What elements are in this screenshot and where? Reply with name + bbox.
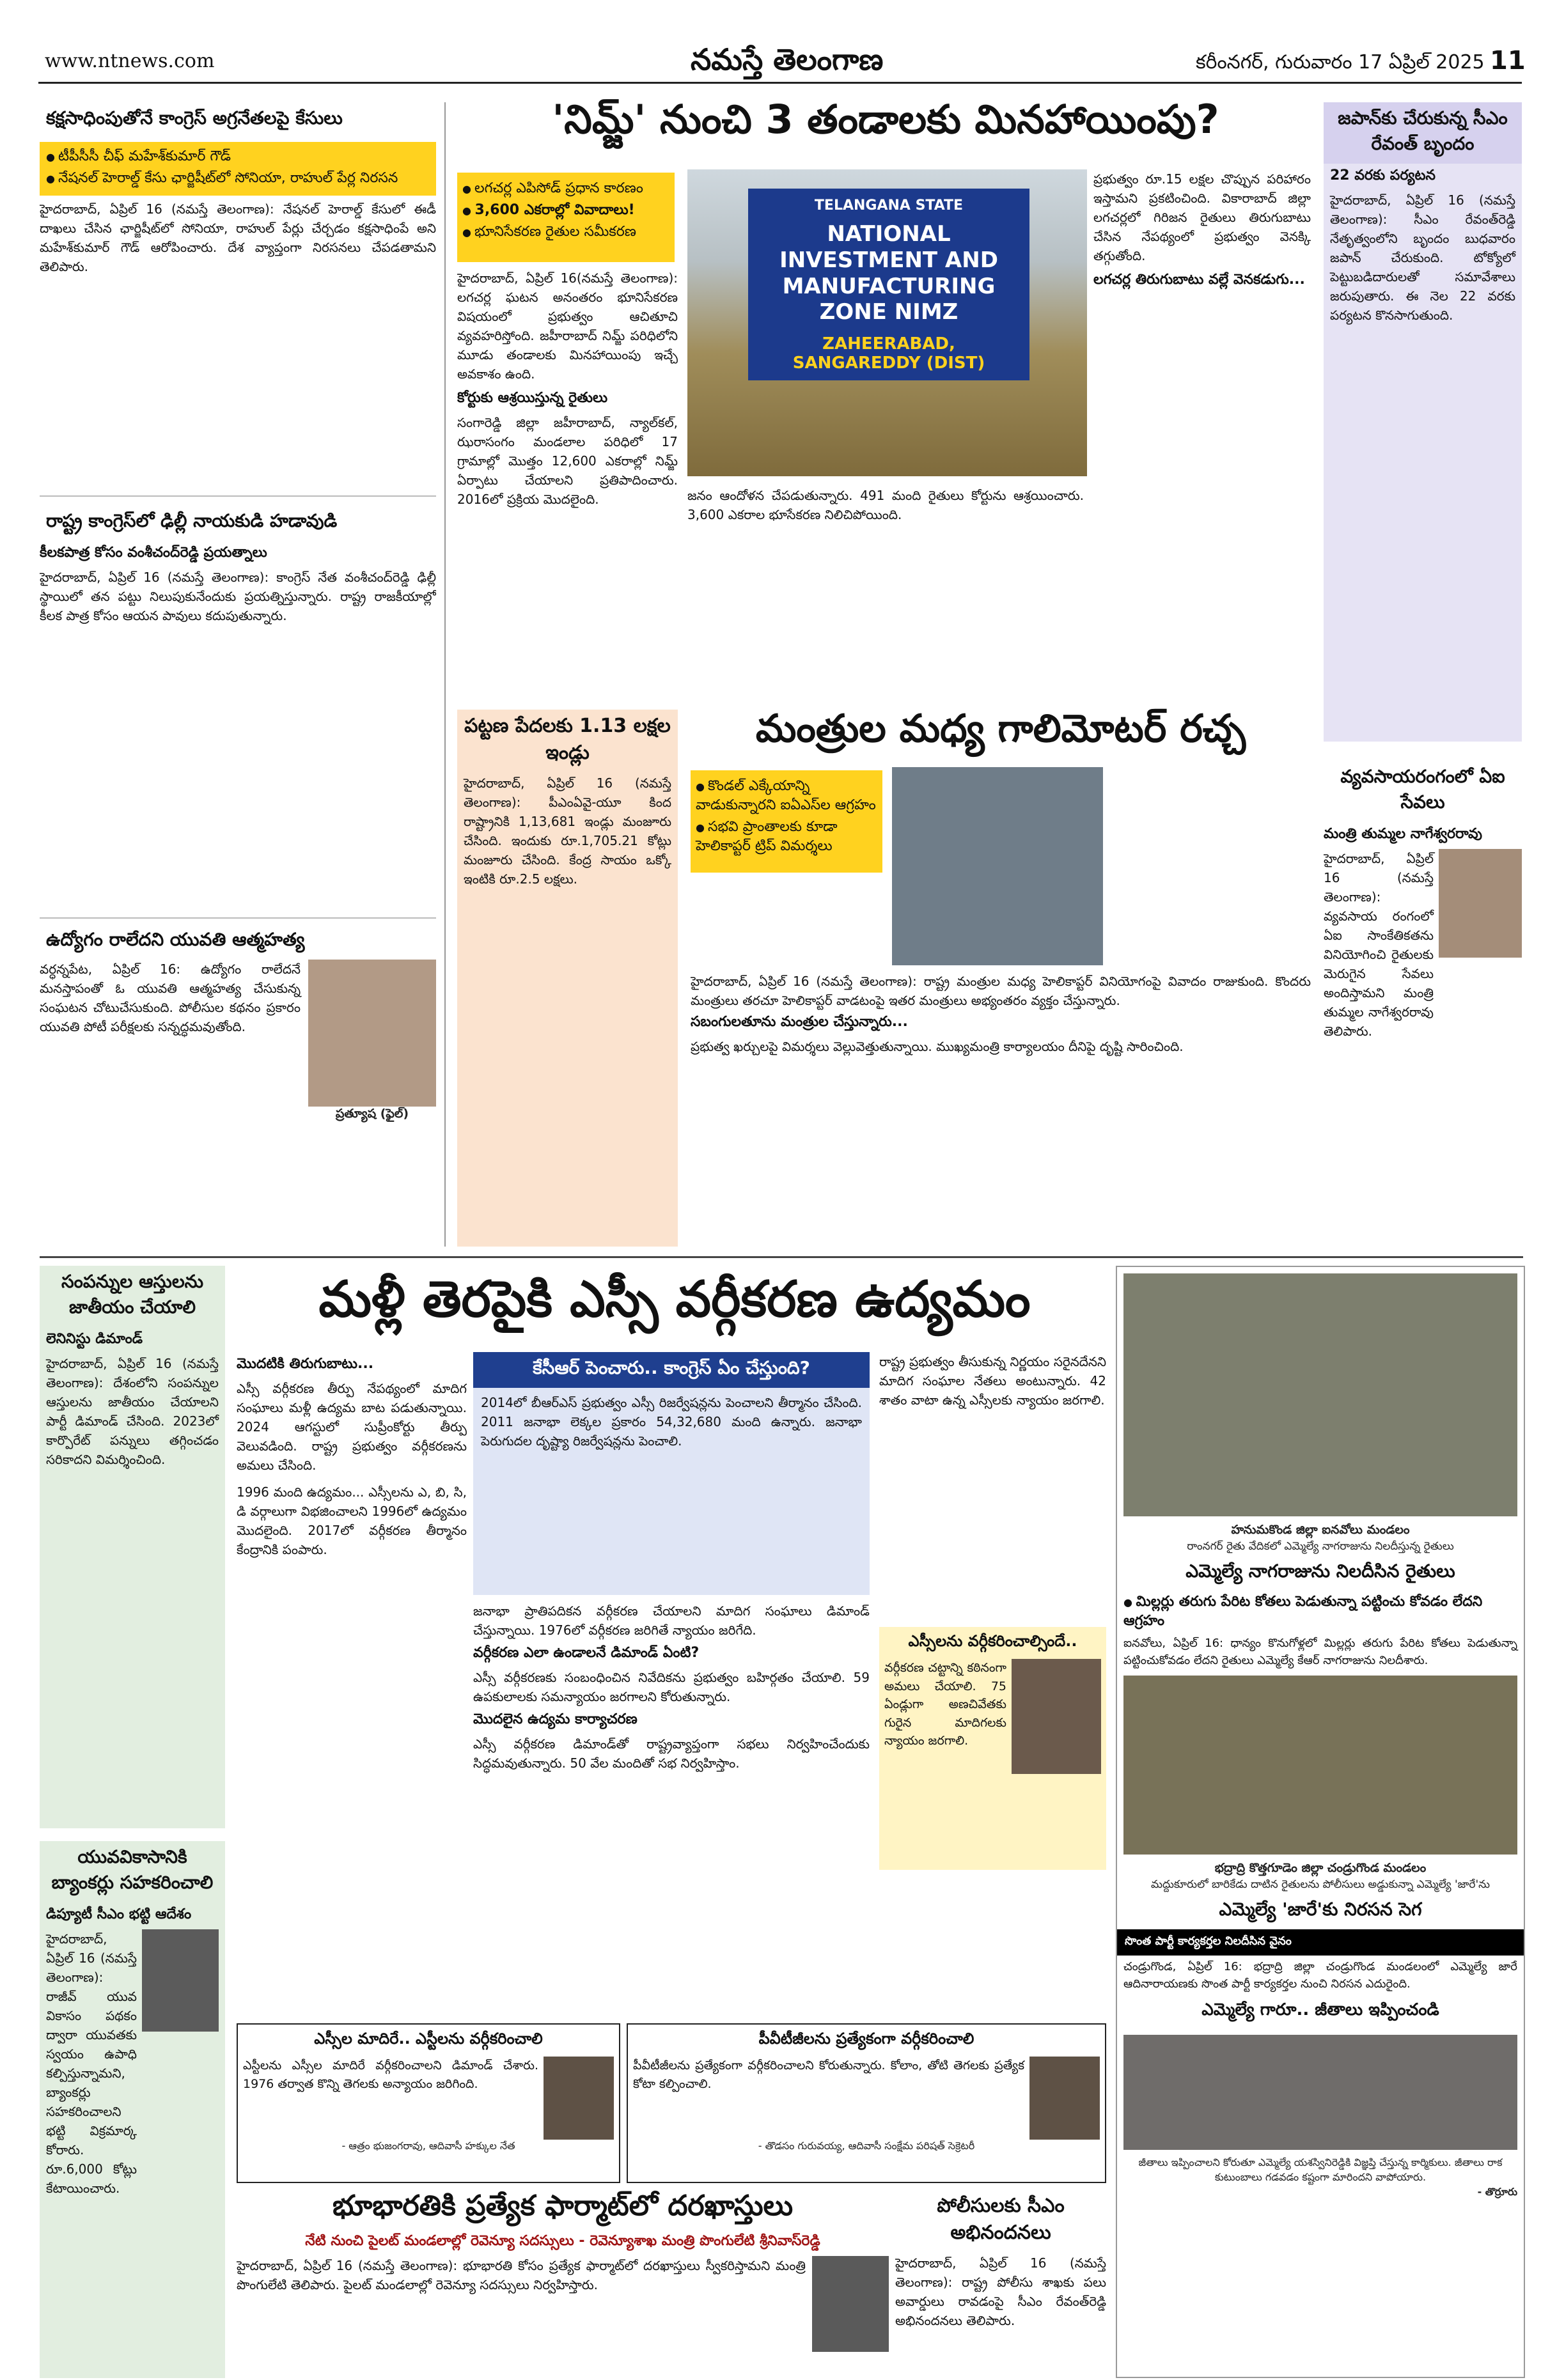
nimz-headline-area [454,96,1317,166]
nimz-col1 [457,268,678,703]
deputy-cm-photo [142,1929,219,2032]
box-title: పీవీటీజీలను ప్రత్యేకంగా వర్గీకరించాలి [758,2030,974,2048]
assets-story [40,1266,225,1828]
helicopter-headline: మంత్రుల మధ్య గాలిమోటర్ రచ్చ [755,706,1246,751]
story-title: వ్యవసాయరంగంలో ఏఐ సేవలు [1340,766,1505,813]
sc-body: ఎస్సీ వర్గీకరణ తీర్పు నేపథ్యంలో మాదిగ సంఘాలు మళ్లీ ఉద్యమ బాట పడుతున్నాయి. 2024 ఆగస్టులో సుప్రీంకోర్టు తీర్పు వెలువడింది. రాష్ట్ర ప్రభుత్వం వర్గీకరణను అమలు చేసింది. [237,1381,467,1473]
bhubharati-kicker: నేటి నుంచి పైలట్ మండలాల్లో రెవెన్యూ సదస్సులు - రెవెన్యూశాఖ మంత్రి పొంగులేటి శ్రీనివాస్‌రెడ్డి [305,2233,820,2249]
sign-line: ZAHEERABAD, SANGAREDDY (DIST) [792,334,985,373]
sc-body: ఎస్సీ వర్గీకరణ డిమాండ్‌తో రాష్ట్రవ్యాప్తంగా సభలు నిర్వహించేందుకు సిద్ధమవుతున్నారు. 50 వేల మందితో సభ నిర్వహిస్తాం. [473,1736,870,1771]
story-title: సంపన్నుల ఆస్తులను జాతీయం చేయాలి [61,1271,204,1318]
nimz-body: హైదరాబాద్, ఏప్రిల్ 16(నమస్తే తెలంగాణ): లగచర్ల ఘటన అనంతరం భూనిసేకరణ విషయంలో ప్రభుత్వం ఆచితూచి వ్యవహరిస్తోంది. జహీరాబాద్ నిమ్జ్ పరిధిలోని మూడు తండాలకు మినహాయింపు ఇచ్చే అవకాశం ఉంది. [457,270,678,382]
sc-headline-area [237,1259,1113,1349]
st-box-2 [627,2023,1106,2183]
story-title: రాష్ట్ర కాంగ్రెస్‌లో ఢిల్లీ నాయకుడి హడావుడి [46,510,338,531]
sc-body: జనాభా ప్రాతిపదికన వర్గీకరణ చేయాలని మాదిగ సంఘాలు డిమాండ్ చేస్తున్నాయి. 1976లో వర్గీకరణ జరిగితే న్యాయం జరిగేది. [473,1603,870,1638]
leader-photo [1029,2057,1100,2140]
housing-story [457,710,678,1247]
photo-credit: - తొర్రూరు [1477,2186,1517,2198]
nimz-bullet: ● 3,600 ఎకరాల్లో వివాదాలు! [462,202,669,221]
story-body: హైదరాబాద్, ఏప్రిల్ 16 (నమస్తే తెలంగాణ): దేశంలోని సంపన్నుల ఆస్తులను జాతీయం చేయాలని పార్టీ డిమాండ్ చేసింది. 2023లో కార్పొరేట్ పన్నులు తగ్గించడం సరికాదని విమర్శించింది. [46,1356,219,1467]
divider [40,495,436,497]
nimz-bullets [457,173,675,262]
nimz-headline: 'నిమ్జ్' నుంచి 3 తండాలకు మినహాయింపు? [552,96,1219,143]
story-title: ఎమ్మెల్యే నాగరాజును నిలదీసిన రైతులు [1185,1560,1455,1582]
photo-caption: మద్దుకూరులో బారికేడు దాటిన రైతులను పోలీసులు అడ్డుకున్నా ఎమ్మెల్యే 'జారే'ను [1151,1878,1490,1891]
photo-caption: హనుమకొండ జిల్లా ఐనవోలు మండలం [1231,1523,1410,1537]
sign-line: TELANGANA STATE [814,198,964,214]
box-caption: - తొడసం గురువయ్య, ఆదివాసీ సంక్షేమ పరిషత్ సెక్రెటరీ [758,2140,975,2152]
helicopter-bullet: ● కొండల్ ఎక్కేయాన్ని వాడుకున్నారని ఐఏఎస్‌ల ఆగ్రహం [696,778,877,816]
photo-caption: జీతాలు ఇప్పించాలని కోరుతూ ఎమ్మెల్యే యశస్వినిరెడ్డికి విజ్ఞప్తి చేస్తున్న కార్మికులు. జీతాలు రాక కుటుంబాలు గడవడం కష్టంగా మారిందని వాపోయారు. [1138,2156,1503,2183]
story-body: హైదరాబాద్, ఏప్రిల్ 16 (నమస్తే తెలంగాణ): రాజీవ్ యువ వికాసం పథకం ద్వారా యువతకు స్వయం ఉపాధి కల్పిస్తున్నామని, బ్యాంకర్లు సహకరించాలని భట్టి విక్రమార్క కోరారు. రూ.6,000 కోట్లు కేటాయించారు. [46,1931,137,2196]
delhi-leader-story [40,505,436,908]
story-body: హైదరాబాద్, ఏప్రిల్ 16 (నమస్తే తెలంగాణ): నేషనల్ హెరాల్డ్ కేసులో ఈడీ దాఖలు చేసిన ఛార్జిషీట్‌లో సోనియా, రాహుల్ పేర్లు చేర్చడం కక్షసాధింపే అని మహేశ్‌కుమార్ గౌడ్ ఆరోపించారు. దేశ వ్యాప్తంగా నిరసనలు చేపడతామని తెలిపారు. [40,201,436,274]
sc-subhead: వర్గీకరణ ఎలా ఉండాలనే డిమాండ్ ఏంటి? [473,1645,700,1661]
sc-photo-box [879,1627,1106,1870]
ministers-photo [892,767,1103,965]
story-bullet: ● టీపీసీసీ చీఫ్ మహేశ్‌కుమార్ గౌడ్ [46,148,430,167]
sc-body: రాష్ట్ర ప్రభుత్వం తీసుకున్న నిర్ణయం సరైనదేనని మాదిగ సంఘాల నేతలు అంటున్నారు. 42 శాతం వాటా ఉన్న ఎస్సీలకు న్యాయం జరగాలి. [879,1354,1106,1408]
issue-date: కరీంనగర్, గురువారం 17 ఏప్రిల్ 2025 [1196,51,1485,74]
nimz-col3 [1093,169,1311,703]
story-body: హైదరాబాద్, ఏప్రిల్ 16 (నమస్తే తెలంగాణ): రాష్ట్ర పోలీసు శాఖకు పలు అవార్డులు రావడంపై సీఎం రేవంత్‌రెడ్డి అభినందనలు తెలిపారు. [895,2255,1106,2328]
helicopter-bullets [691,770,882,873]
minister-photo [812,2256,889,2352]
box-body: వర్గీకరణ చట్టాన్ని కఠినంగా అమలు చేయాలి. 75 ఏండ్లుగా అణచివేతకు గురైన మాదిగలకు న్యాయం జరగాలి. [884,1661,1006,1748]
bhubharati-headline: భూభారతికి ప్రత్యేక ఫార్మాట్‌లో దరఖాస్తులు [332,2189,794,2222]
nimz-bullet: ● లగచర్ల ఎపిసోడ్ ప్రధాన కారణం [462,180,669,199]
congress-cases-story [40,102,436,486]
story-title: ఎమ్మెల్యే 'జారే'కు నిరసన సెగ [1219,1899,1422,1920]
japan-story [1324,102,1522,742]
story-kicker: మంత్రి తుమ్మల నాగేశ్వరరావు [1324,826,1482,842]
sc-col1 [237,1352,467,2017]
minister-photo [1439,849,1522,958]
story-body: ఐనవోలు, ఏప్రిల్ 16: ధాన్యం కొనుగోళ్లలో మిల్లర్లు తరుగు పేరిట కోతలు పెడుతున్నా పట్టించుకోవడం లేదని రైతులు ఎమ్మెల్యే కేఆర్ నాగరాజును నిలదీశారు. [1123,1637,1517,1667]
sign-line: NATIONAL INVESTMENT AND MANUFACTURING ZONE NIMZ [779,221,998,325]
box-caption: - ఆత్రం భుజంగరావు, ఆదివాసీ హక్కుల నేత [341,2140,515,2152]
nimz-body: సంగారెడ్డి జిల్లా జహీరాబాద్, న్యాల్‌కల్, ఝరాసంగం మండలాల పరిధిలో 17 గ్రామాల్లో మొత్తం 12,600 ఎకరాల్లో నిమ్జ్ ఏర్పాటు చేయాలని ప్రతిపాదించారు. 2016లో ప్రక్రియ మొదలైంది. [457,415,678,507]
section-rule [40,1256,1523,1258]
workers-photo [1123,2035,1517,2150]
box-title: కేసీఆర్ పెంచారు.. కాంగ్రెస్ ఏం చేస్తుంది? [473,1352,870,1388]
farmers-photo [1123,1273,1517,1516]
helicopter-body-text: ప్రభుత్వ ఖర్చులపై విమర్శలు వెల్లువెత్తుతున్నాయి. ముఖ్యమంత్రి కార్యాలయం దీనిపై దృష్టి సారించింది. [691,1039,1184,1054]
sc-col2 [473,1601,870,2017]
nimz-body: జనం ఆందోళన చేపడుతున్నారు. 491 మంది రైతులు కోర్టును ఆశ్రయించారు. 3,600 ఎకరాల భూసేకరణ నిలిచిపోయింది. [687,488,1084,522]
photo-caption: భద్రాద్రి కొత్తగూడెం జిల్లా చండ్రుగొండ మండలం [1214,1861,1427,1875]
nimz-subhead: కోర్టుకు ఆశ్రయిస్తున్న రైతులు [457,390,608,406]
story-bullet: ● నేషనల్ హెరాల్డ్ కేసు ఛార్జిషీట్‌లో సోనియా, రాహుల్ పేర్ల నిరసన [46,170,430,189]
story-title: ఎమ్మెల్యే గారూ.. జీతాలు ఇప్పించండి [1201,2000,1439,2019]
sc-col3 [879,1352,1106,1621]
header-rule [38,82,1522,84]
story-title: కక్షసాధింపుతోనే కాంగ్రెస్ అగ్రనేతలపై కేసులు [46,107,343,128]
story-kicker: లెనినిస్టు డిమాండ్ [46,1331,143,1347]
nimz-body: ప్రభుత్వం రూ.15 లక్షల చొప్పున పరిహారం ఇస్తామని ప్రకటించింది. వికారాబాద్ జిల్లా లగచర్లలో గిరిజన రైతులు తిరుగుబాటు చేసిన నేపథ్యంలో ప్రభుత్వం వెనక్కి తగ్గుతోంది. [1093,171,1311,263]
story-body: చండ్రుగొండ, ఏప్రిల్ 16: భద్రాద్రి జిల్లా చండ్రుగొండ మండలంలో ఎమ్మెల్యే జారే ఆదినారాయణకు సొంత పార్టీ కార్యకర్తల నుంచి నిరసన ఎదురైంది. [1123,1960,1517,1991]
photo-caption: ప్రత్యూష (ఫైల్) [335,1107,409,1121]
divider [40,917,436,919]
box-title: ఎస్సీలను వర్గీకరించాల్సిందే.. [908,1632,1077,1650]
helicopter-subhead: సబంగులతూను మంత్రుల చేస్తున్నారు... [691,1014,908,1030]
helicopter-body-text: హైదరాబాద్, ఏప్రిల్ 16 (నమస్తే తెలంగాణ): రాష్ట్ర మంత్రుల మధ్య హెలికాప్టర్ వినియోగంపై వివాదం రాజుకుంది. కొందరు మంత్రులు తరచూ హెలికాప్టర్ వాడటంపై ఇతర మంత్రులు అభ్యంతరం వ్యక్తం చేస్తున్నారు. [691,974,1311,1008]
bhubharati-story [237,2189,889,2375]
story-title: ఉద్యోగం రాలేదని యువతి ఆత్మహత్య [46,929,305,950]
st-box-1 [237,2023,620,2183]
protest-photo [1123,1676,1517,1855]
helicopter-headline-area [687,706,1314,767]
page-number: 11 [1490,46,1526,75]
helicopter-bullet: ● సభవి ప్రాంతాలకు కూడా హెలికాప్టర్ ట్రిప్ విమర్శలు [696,819,877,857]
nimz-signboard [748,189,1029,380]
story-title: పట్టణ పేదలకు 1.13 లక్షల ఇండ్లు [464,715,671,764]
sc-kicker: మొదటికి తిరుగుబాటు... [237,1356,374,1372]
masthead: నమస్తే తెలంగాణ [691,42,884,77]
box-title: ఎస్సీల మాదిరే.. ఎస్టీలను వర్గీకరించాలి [314,2030,543,2048]
story-body: హైదరాబాద్, ఏప్రిల్ 16 (నమస్తే తెలంగాణ): సీఎం రేవంత్‌రెడ్డి నేతృత్వంలోని బృందం బుధవారం జపాన్ చేరుకుంది. టోక్యోలో పెట్టుబడిదారులతో సమావేశాలు జరుపుతారు. ఈ నెల 22 వరకు పర్యటన కొనసాగుతుంది. [1330,192,1515,323]
right-photo-column [1116,1266,1525,2378]
nimz-bullet: ● భూనిసేకరణ రైతుల సమీకరణ [462,224,669,243]
story-kicker: కీలకపాత్ర కోసం వంశీచంద్‌రెడ్డి ప్రయత్నాలు [40,545,267,561]
box-body: ఎస్టీలను ఎస్సీల మాదిరే వర్గీకరించాలని డిమాండ్ చేశారు. 1976 తర్వాత కొన్ని తెగలకు అన్యాయం జరిగింది. [243,2058,538,2091]
bhubharati-body: హైదరాబాద్, ఏప్రిల్ 16 (నమస్తే తెలంగాణ): భూభారతి కోసం ప్రత్యేక ఫార్మాట్‌లో దరఖాస్తులు స్వీకరిస్తామని మంత్రి పొంగులేటి తెలిపారు. పైలట్ మండలాల్లో రెవెన్యూ సదస్సులు నిర్వహిస్తారు. [237,2258,806,2292]
nimz-col2 [687,486,1084,703]
sc-headline: మళ్లీ తెరపైకి ఎస్సీ వర్గీకరణ ఉద్యమం [318,1271,1031,1328]
story-kicker: సొంత పార్టీ కార్యకర్తల నిలదీసిన వైనం [1117,1929,1524,1956]
box-body: 2014లో బీఆర్ఎస్ ప్రభుత్వం ఎస్సీ రిజర్వేషన్లను పెంచాలని తీర్మానం చేసింది. 2011 జనాభా లెక్కల ప్రకారం 54,32,680 మంది ఉన్నారు. జనాభా పెరుగుదల దృష్ట్యా రిజర్వేషన్లను పెంచాలి. [481,1395,862,1449]
suicide-story [40,924,436,1243]
police-story [895,2189,1106,2375]
story-bullet: ● మిల్లర్లు తరుగు పేరిట కోతలు పెడుతున్నా పట్టించు కోవడం లేదని ఆగ్రహం [1117,1594,1524,1632]
photo-caption: రాంనగర్ రైతు వేదికలో ఎమ్మెల్యే నాగరాజును నిలదీస్తున్న రైతులు [1187,1540,1454,1553]
nimz-subhead: లగచర్ల తిరుగుబాటు వల్లే వెనకడుగు... [1093,272,1305,288]
column-rule [444,102,446,1247]
helicopter-body [691,972,1311,1247]
story-body: హైదరాబాద్, ఏప్రిల్ 16 (నమస్తే తెలంగాణ): కాంగ్రెస్ నేత వంశీచంద్‌రెడ్డి ఢిల్లీ స్థాయిలో తన పట్టు నిలుపుకునేందుకు ప్రయత్నిస్తున్నారు. రాష్ట్ర రాజకీయాల్లో కీలక పాత్ర కోసం ఆయన పావులు కదుపుతున్నారు. [40,570,436,623]
leader-photo [1012,1659,1101,1774]
box-body: పీవీటీజీలను ప్రత్యేకంగా వర్గీకరించాలని కోరుతున్నారు. కోలాం, తోటి తెగలకు ప్రత్యేక కోటా కల్పించాలి. [633,2058,1024,2091]
website-url: www.ntnews.com [45,50,215,72]
story-title: పోలీసులకు సీఎం అభినందనలు [937,2195,1065,2244]
agri-story [1324,761,1522,1247]
leader-photo [544,2057,614,2140]
story-kicker: డిప్యూటీ సీఎం భట్టి ఆదేశం [46,1906,192,1922]
story-title: జపాన్‌కు చేరుకున్న సీఎం రేవంత్ బృందం [1324,102,1522,164]
story-body: హైదరాబాద్, ఏప్రిల్ 16 (నమస్తే తెలంగాణ): వ్యవసాయ రంగంలో ఏఐ సాంకేతికతను వినియోగించి రైతులకు మెరుగైన సేవలు అందిస్తామని మంత్రి తుమ్మల నాగేశ్వరరావు తెలిపారు. [1324,851,1434,1039]
story-body: వర్ధన్నపేట, ఏప్రిల్ 16: ఉద్యోగం రాలేదనే మనస్తాపంతో ఓ యువతి ఆత్మహత్య చేసుకున్న సంఘటన చోటుచేసుకుంది. పోలీసుల కథనం ప్రకారం యువతి పోటీ పరీక్షలకు సన్నద్ధమవుతోంది. [40,961,301,1034]
person-photo [308,960,436,1107]
kcr-box [473,1352,870,1595]
story-kicker: 22 వరకు పర్యటన [1330,167,1436,183]
story-body: హైదరాబాద్, ఏప్రిల్ 16 (నమస్తే తెలంగాణ): పీఎంఏవై-యూ కింద రాష్ట్రానికి 1,13,681 ఇండ్లు మంజూరు చేసింది. ఇందుకు రూ.1,705.21 కోట్లు మంజూరు చేసింది. కేంద్ర సాయం ఒక్కో ఇంటికి రూ.2.5 లక్షలు. [464,775,671,887]
helicopter-side [1113,767,1311,965]
nimz-sign-photo [687,169,1087,476]
sc-body: 1996 మంది ఉద్యమం... ఎస్సీలను ఎ, బి, సి, డి వర్గాలుగా విభజించాలని 1996లో ఉద్యమం మొదలైంది. 2017లో వర్గీకరణ తీర్మానం కేంద్రానికి పంపారు. [237,1484,467,1557]
youth-story [40,1841,225,2378]
sc-body: ఎస్సీ వర్గీకరణకు సంబంధించిన నివేదికను ప్రభుత్వం బహిర్గతం చేయాలి. 59 ఉపకులాలకు సమన్యాయం జరగాలని కోరుతున్నారు. [473,1670,870,1704]
sc-subhead: మొదలైన ఉద్యమ కార్యాచరణ [473,1711,638,1727]
story-title: యువవికాసానికి బ్యాంకర్లు సహకరించాలి [51,1846,214,1893]
